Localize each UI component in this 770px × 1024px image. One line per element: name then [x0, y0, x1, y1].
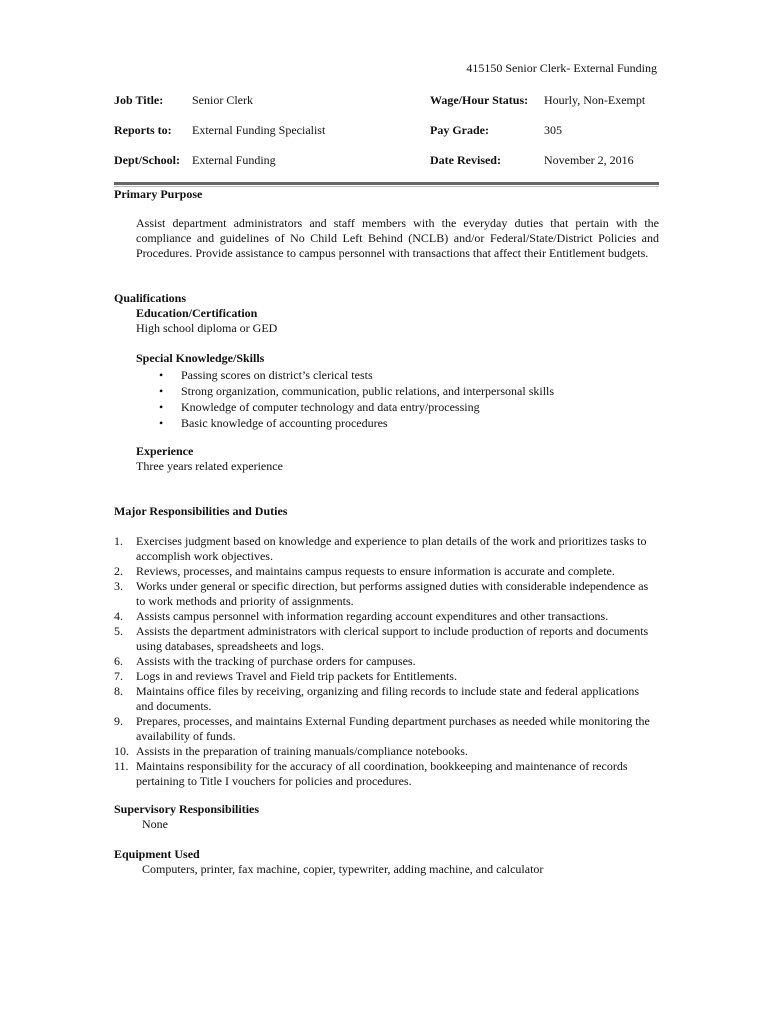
- list-item: 8. Maintains office files by receiving, organizing and filing records to include state and federal applications and documents.: [114, 684, 640, 713]
- wage-value: Hourly, Non-Exempt: [544, 93, 646, 107]
- date-revised-label: Date Revised:: [430, 153, 501, 167]
- list-item: 9. Prepares, processes, and maintains External Funding department purchases as needed while monitoring the availability of funds.: [114, 714, 650, 743]
- equipment-heading: Equipment Used: [114, 847, 200, 861]
- header-divider: [114, 182, 659, 185]
- job-code-title: 415150 Senior Clerk- External Funding: [466, 61, 657, 75]
- meta-row-1: [114, 93, 659, 123]
- bullet-icon: •: [159, 368, 164, 382]
- list-item: 6. Assists with the tracking of purchase orders for campuses.: [114, 654, 416, 668]
- skills-list: [155, 367, 554, 431]
- duties-list: [114, 534, 659, 789]
- education-text: High school diploma or GED: [136, 321, 278, 335]
- education-heading: Education/Certification: [136, 306, 258, 320]
- duties-heading: Major Responsibilities and Duties: [114, 504, 288, 518]
- reports-to-value: External Funding Specialist: [192, 123, 326, 137]
- list-item: 5. Assists the department administrators with clerical support to include production of reports and documents using databases, spreadsheets and logs.: [114, 624, 649, 653]
- skills-heading: Special Knowledge/Skills: [136, 351, 265, 365]
- meta-row-3: [114, 153, 659, 183]
- list-item: 3. Works under general or specific direction, but performs assigned duties with considerable independence as to work methods and priority of assignments.: [114, 579, 649, 608]
- experience-heading: Experience: [136, 444, 194, 458]
- supervisory-text: None: [142, 817, 168, 831]
- experience-text: Three years related experience: [136, 459, 283, 473]
- job-meta: [114, 93, 659, 183]
- primary-purpose-heading: Primary Purpose: [114, 187, 203, 201]
- dept-label: Dept/School:: [114, 153, 180, 167]
- bullet-icon: •: [159, 416, 164, 430]
- list-item: 11. Maintains responsibility for the accuracy of all coordination, bookkeeping and maintenance of records pertaining to Title I vouchers for policies and procedures.: [114, 759, 628, 788]
- primary-purpose-text: Assist department administrators and staff members with the everyday duties that pertain with the compliance and guidelines of No Child Left Behind (NCLB) and/or Federal/State/District Policies and Procedures. Provide assistance to campus personnel with transactions that affect their Entitlement budgets.: [136, 216, 659, 260]
- list-item: 1. Exercises judgment based on knowledge and experience to plan details of the work and prioritizes tasks to accomplish work objectives.: [114, 534, 647, 563]
- qualifications-heading: Qualifications: [114, 291, 187, 305]
- supervisory-heading: Supervisory Responsibilities: [114, 802, 260, 816]
- list-item: 10. Assists in the preparation of training manuals/compliance notebooks.: [114, 744, 468, 758]
- meta-row-2: [114, 123, 659, 153]
- date-revised-value: November 2, 2016: [544, 153, 634, 167]
- list-item: 2. Reviews, processes, and maintains campus requests to ensure information is accurate and complete.: [114, 564, 615, 578]
- reports-to-label: Reports to:: [114, 123, 172, 137]
- bullet-icon: •: [159, 400, 164, 414]
- list-item: • Basic knowledge of accounting procedures: [159, 416, 388, 430]
- wage-label: Wage/Hour Status:: [430, 93, 529, 107]
- pay-grade-value: 305: [544, 123, 562, 137]
- dept-value: External Funding: [192, 153, 276, 167]
- job-title-value: Senior Clerk: [192, 93, 253, 107]
- list-item: • Passing scores on district’s clerical tests: [159, 368, 373, 382]
- pay-grade-label: Pay Grade:: [430, 123, 489, 137]
- list-item: 4. Assists campus personnel with information regarding account expenditures and other transactions.: [114, 609, 609, 623]
- job-title-label: Job Title:: [114, 93, 164, 107]
- list-item: 7. Logs in and reviews Travel and Field trip packets for Entitlements.: [114, 669, 457, 683]
- equipment-text: Computers, printer, fax machine, copier, typewriter, adding machine, and calculator: [142, 862, 544, 876]
- bullet-icon: •: [159, 384, 164, 398]
- list-item: • Strong organization, communication, public relations, and interpersonal skills: [159, 384, 555, 398]
- list-item: • Knowledge of computer technology and data entry/processing: [159, 400, 480, 414]
